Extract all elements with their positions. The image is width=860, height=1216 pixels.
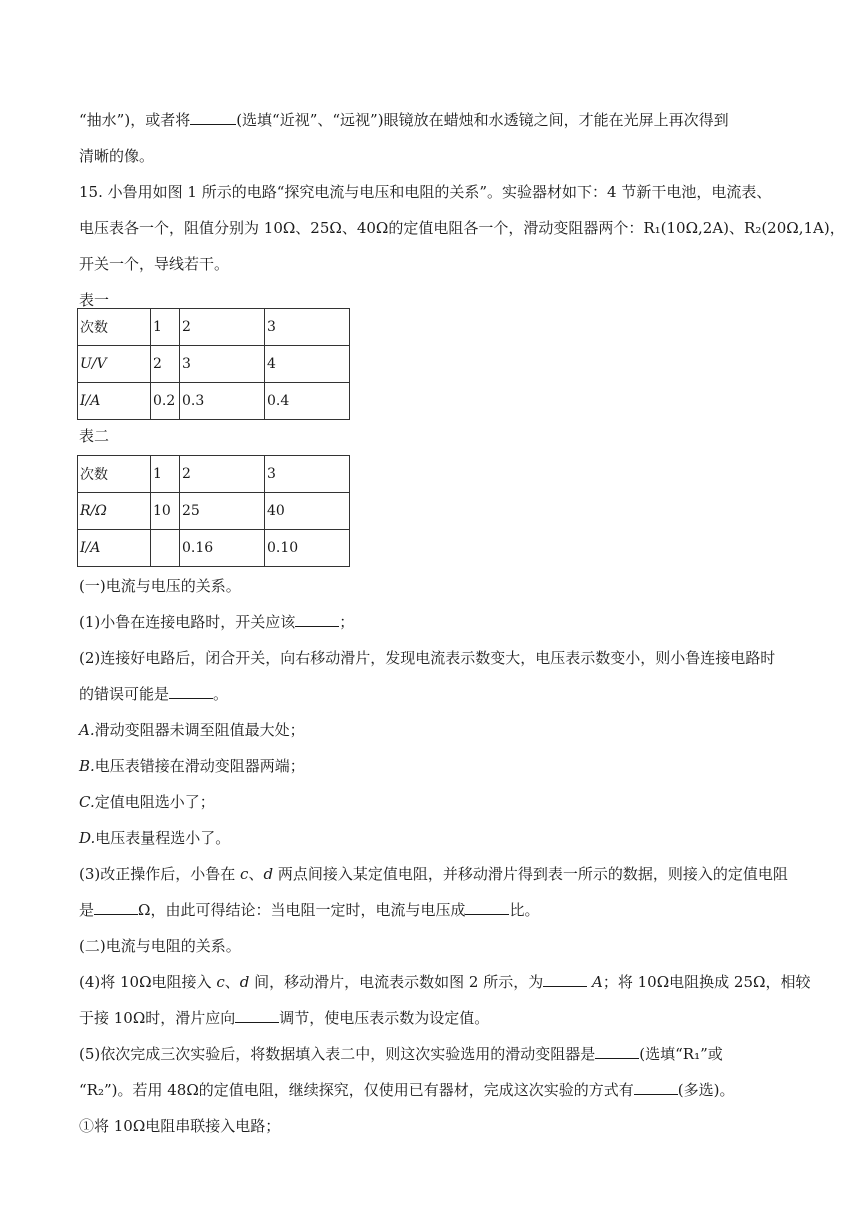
text: 比。 bbox=[509, 901, 540, 919]
text: “R₂”)。若用 48Ω的定值电阻，继续探究，仅使用已有器材，完成这次实验的方式有 bbox=[79, 1081, 634, 1099]
option-letter: D. bbox=[79, 829, 96, 847]
point-label: d bbox=[263, 865, 274, 883]
option-letter: C. bbox=[79, 793, 95, 811]
point-label: d bbox=[239, 973, 250, 991]
text-line bbox=[79, 110, 791, 130]
table-cell: I/A bbox=[78, 530, 151, 567]
section-heading: (一)电流与电压的关系。 bbox=[79, 577, 241, 595]
table-cell: 0.10 bbox=[265, 530, 350, 567]
option-letter: B. bbox=[79, 757, 95, 775]
text: (选填“近视”、“远视”)眼镜放在蜡烛和水透镜之间，才能在光屏上再次得到 bbox=[236, 111, 729, 129]
text: 、 bbox=[248, 865, 264, 883]
text-line bbox=[79, 1008, 791, 1028]
option-c bbox=[79, 792, 791, 812]
table-cell: 25 bbox=[180, 493, 265, 530]
text-line: 开关一个，导线若干。 bbox=[79, 255, 230, 273]
table-cell: 0.2 bbox=[151, 383, 180, 420]
table-cell: 3 bbox=[265, 309, 350, 346]
table-row bbox=[78, 383, 350, 420]
table-cell: 10 bbox=[151, 493, 180, 530]
text-line: (2)连接好电路后，闭合开关，向右移动滑片，发现电流表示数变大，电压表示数变小，则小鲁连接电路时 bbox=[79, 649, 776, 667]
unit-label: A bbox=[592, 973, 603, 991]
text-line bbox=[79, 1044, 791, 1064]
table-cell: R/Ω bbox=[78, 493, 151, 530]
option-text: 电压表错接在滑动变阻器两端； bbox=[94, 757, 305, 775]
text-line: 清晰的像。 bbox=[79, 147, 155, 165]
text-line: ①将 10Ω电阻串联接入电路； bbox=[79, 1117, 281, 1135]
text-line bbox=[79, 900, 791, 920]
option-a bbox=[79, 720, 791, 740]
answer-blank bbox=[465, 900, 509, 915]
text: 是 bbox=[79, 901, 95, 919]
table-cell: 3 bbox=[180, 346, 265, 383]
text-line: 电压表各一个，阻值分别为 10Ω、25Ω、40Ω的定值电阻各一个，滑动变阻器两个：R₁(10Ω,2A)、R₂(20Ω,1A)， bbox=[79, 219, 845, 237]
text: 于接 10Ω时，滑片应向 bbox=[79, 1009, 236, 1027]
text: (5)依次完成三次实验后，将数据填入表二中，则这次实验选用的滑动变阻器是 bbox=[79, 1045, 596, 1063]
point-label: c bbox=[240, 865, 249, 883]
table-row bbox=[78, 346, 350, 383]
table-cell: 2 bbox=[180, 456, 265, 493]
table-cell: 1 bbox=[151, 456, 180, 493]
table-cell: I/A bbox=[78, 383, 151, 420]
text: (选填“R₁”或 bbox=[639, 1045, 723, 1063]
question-15-line: 15. 小鲁用如图 1 所示的电路“探究电流与电压和电阻的关系”。实验器材如下：4 节新干电池，电流表、 bbox=[79, 183, 772, 201]
answer-blank bbox=[169, 684, 213, 699]
answer-blank bbox=[190, 110, 236, 125]
point-label: c bbox=[216, 973, 225, 991]
option-b bbox=[79, 756, 791, 776]
text: 两点间接入某定值电阻，并移动滑片得到表一所示的数据，则接入的定值电阻 bbox=[277, 865, 788, 883]
table-cell: 1 bbox=[151, 309, 180, 346]
table-2 bbox=[77, 455, 350, 567]
table-cell: 2 bbox=[180, 309, 265, 346]
text: (3)改正操作后，小鲁在 bbox=[79, 865, 236, 883]
text-line bbox=[79, 612, 791, 632]
section-heading: (二)电流与电阻的关系。 bbox=[79, 937, 241, 955]
text: 间，移动滑片，电流表示数如图 2 所示，为 bbox=[254, 973, 544, 991]
text: (4)将 10Ω电阻接入 bbox=[79, 973, 212, 991]
answer-blank bbox=[94, 900, 138, 915]
text: ； bbox=[339, 613, 355, 631]
table-cell: 次数 bbox=[78, 456, 151, 493]
text: 、 bbox=[224, 973, 240, 991]
table-cell: 0.4 bbox=[265, 383, 350, 420]
option-letter: A. bbox=[79, 721, 95, 739]
answer-blank bbox=[543, 972, 587, 987]
option-d bbox=[79, 828, 791, 848]
text: 调节，使电压表示数为设定值。 bbox=[279, 1009, 490, 1027]
table-cell: 0.16 bbox=[180, 530, 265, 567]
table-1 bbox=[77, 308, 350, 420]
text: ；将 10Ω电阻换成 25Ω，相较 bbox=[602, 973, 811, 991]
answer-blank bbox=[595, 1044, 639, 1059]
text-line bbox=[79, 1080, 791, 1100]
table-cell: 40 bbox=[265, 493, 350, 530]
answer-blank bbox=[235, 1008, 279, 1023]
option-text: 定值电阻选小了； bbox=[94, 793, 215, 811]
table-cell: 2 bbox=[151, 346, 180, 383]
option-text: 电压表量程选小了。 bbox=[95, 829, 231, 847]
text: (多选)。 bbox=[677, 1081, 735, 1099]
text: 的错误可能是 bbox=[79, 685, 170, 703]
table-row bbox=[78, 530, 350, 567]
table-cell: U/V bbox=[78, 346, 151, 383]
table-2-caption: 表二 bbox=[79, 427, 110, 445]
table-cell: 次数 bbox=[78, 309, 151, 346]
table-row bbox=[78, 493, 350, 530]
table-cell: 0.3 bbox=[180, 383, 265, 420]
text-line bbox=[79, 684, 791, 704]
text: (1)小鲁在连接电路时，开关应该 bbox=[79, 613, 296, 631]
answer-blank bbox=[634, 1080, 678, 1095]
table-cell bbox=[151, 530, 180, 567]
table-row bbox=[78, 456, 350, 493]
table-row bbox=[78, 309, 350, 346]
table-cell: 4 bbox=[265, 346, 350, 383]
text-line bbox=[79, 864, 791, 884]
option-text: 滑动变阻器未调至阻值最大处； bbox=[94, 721, 305, 739]
text: “抽水”)，或者将 bbox=[79, 111, 191, 129]
text: 。 bbox=[213, 685, 229, 703]
answer-blank bbox=[295, 612, 339, 627]
table-cell: 3 bbox=[265, 456, 350, 493]
text-line bbox=[79, 972, 811, 992]
table-1-caption: 表一 bbox=[79, 291, 110, 309]
text: Ω，由此可得结论：当电阻一定时，电流与电压成 bbox=[138, 901, 466, 919]
